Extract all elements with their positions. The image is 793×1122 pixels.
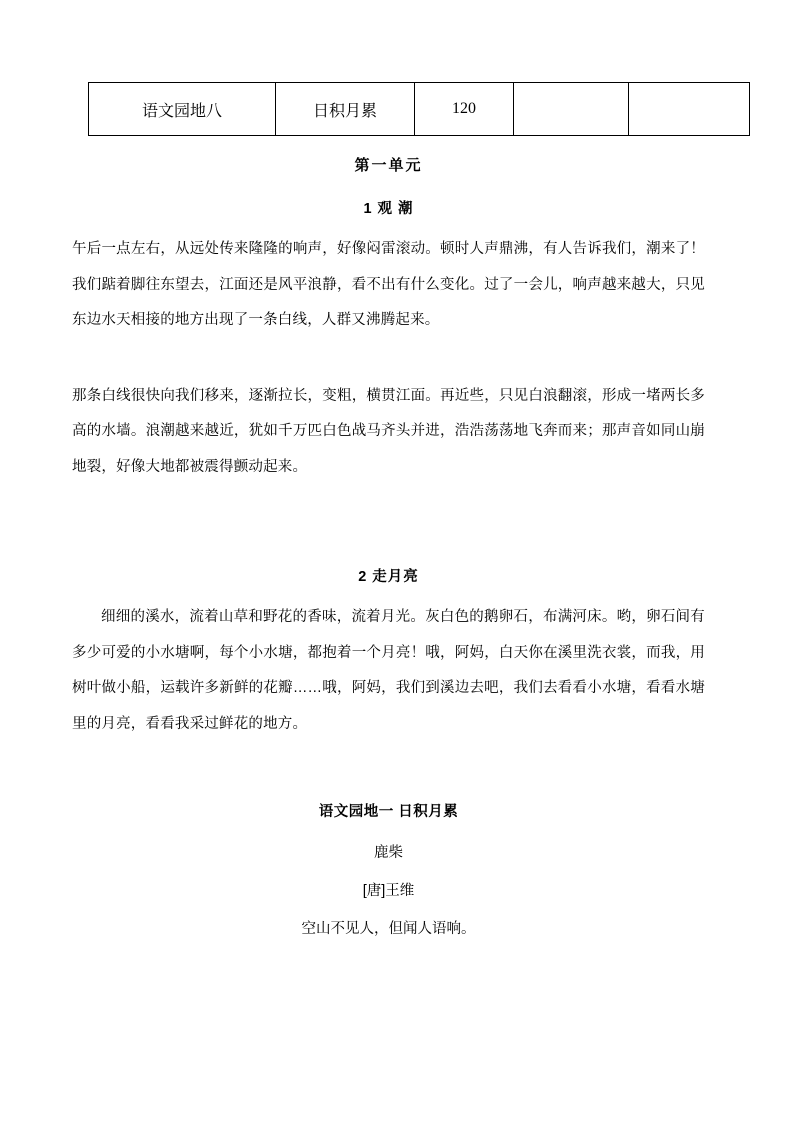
poem-author: [唐]王维 xyxy=(362,882,415,899)
table-cell-empty-1 xyxy=(514,83,629,136)
table-cell-title: 语文园地八 xyxy=(89,83,276,136)
spacer xyxy=(72,485,705,543)
table-body xyxy=(89,83,750,136)
lesson1-paragraph-1: 午后一点左右，从远处传来隆隆的响声，好像闷雷滚动。顿时人声鼎沸，有人告诉我们，潮来了！我们踮着脚往东望去，江面还是风平浪静，看不出有什么变化。过了一会儿，响声越来越大，只见东边水天相接的地方出现了一条白线，人群又沸腾起来。 xyxy=(72,241,705,329)
spacer xyxy=(72,218,705,232)
poem-line-1: 空山不见人，但闻人语响。 xyxy=(301,920,476,937)
spacer xyxy=(72,586,705,600)
spacer xyxy=(72,742,705,800)
lesson1-paragraph-2: 那条白线很快向我们移来，逐渐拉长，变粗，横贯江面。再近些，只见白浪翻滚，形成一堵两长多高的水墙。浪潮越来越近，犹如千万匹白色战马齐头并进，浩浩荡荡地飞奔而来；那声音如同山崩地裂，好像大地都被震得颤动起来。 xyxy=(72,387,705,475)
table-row xyxy=(89,83,750,136)
poem-title: 鹿柴 xyxy=(374,845,403,862)
garden-heading: 语文园地一 日积月累 xyxy=(318,804,459,821)
table-cell-empty-2 xyxy=(629,83,750,136)
table-cell-page: 120 xyxy=(415,83,514,136)
spacer xyxy=(72,339,705,379)
summary-table xyxy=(88,82,750,136)
lesson-heading-2: 2 走月亮 xyxy=(358,569,419,586)
unit-heading: 第一单元 xyxy=(354,157,423,174)
table-cell-category: 日积月累 xyxy=(276,83,415,136)
lesson-heading-1: 1 观 潮 xyxy=(363,201,414,217)
spacer xyxy=(72,821,705,835)
lesson2-paragraph-1: 细细的溪水，流着山草和野花的香味，流着月光。灰白色的鹅卵石，布满河床。哟，卵石间有多少可爱的小水塘啊，每个小水塘，都抱着一个月亮！哦，阿妈，白天你在溪里洗衣裳，而我，用树叶做小船，运载许多新鲜的花瓣……哦，阿妈，我们到溪边去吧，我们去看看小水塘，看看水塘里的月亮，看看我采过鲜花的地方。 xyxy=(72,609,705,732)
